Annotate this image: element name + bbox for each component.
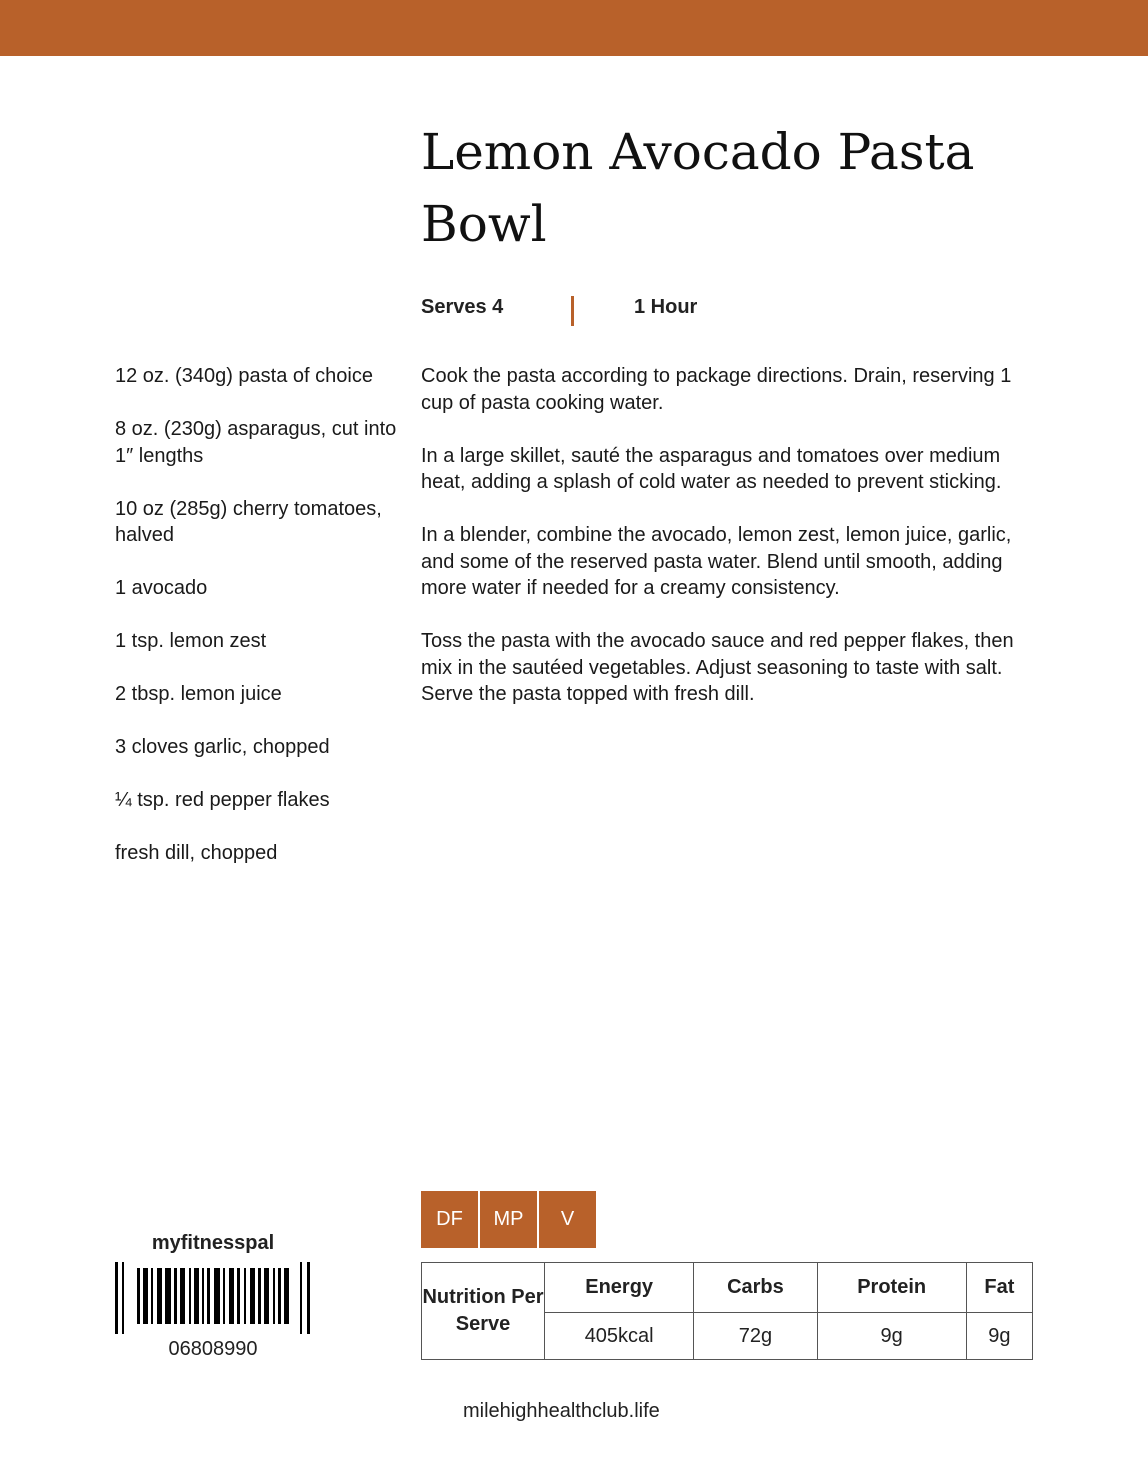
nutrition-header-fat: Fat	[966, 1263, 1032, 1313]
diet-tag-df: DF	[421, 1191, 478, 1248]
diet-tag-v: V	[539, 1191, 596, 1248]
nutrition-value-carbs: 72g	[694, 1313, 817, 1360]
nutrition-value-fat: 9g	[966, 1313, 1032, 1360]
diet-tag-mp: MP	[480, 1191, 537, 1248]
nutrition-table	[421, 1262, 1033, 1360]
ingredient-item: 8 oz. (230g) asparagus, cut into 1″ lengths	[115, 418, 397, 467]
ingredient-item: ¼ tsp. red pepper flakes	[115, 789, 330, 811]
nutrition-header-protein: Protein	[817, 1263, 966, 1313]
ingredient-item: 12 oz. (340g) pasta of choice	[115, 365, 373, 387]
instruction-step: Toss the pasta with the avocado sauce and red pepper flakes, then mix in the sautéed vegetables. Adjust seasoning to taste with salt. Serve the pasta topped with fresh dill.	[421, 630, 1014, 705]
recipe-title: Lemon Avocado Pasta Bowl	[421, 123, 975, 253]
ingredient-item: 10 oz (285g) cherry tomatoes, halved	[115, 497, 382, 546]
ingredients-list	[115, 363, 405, 893]
diet-tags	[421, 1191, 598, 1248]
brand-name: myfitnesspal	[151, 1232, 275, 1254]
time-label: 1 Hour	[634, 296, 698, 318]
nutrition-value-energy: 405kcal	[545, 1313, 694, 1360]
barcode-number: 06808990	[168, 1338, 258, 1360]
ingredient-item: 3 cloves garlic, chopped	[115, 736, 330, 758]
nutrition-value-protein: 9g	[817, 1313, 966, 1360]
ingredient-item: fresh dill, chopped	[115, 842, 278, 864]
nutrition-header-row	[422, 1263, 1033, 1313]
meta-divider	[571, 296, 574, 326]
instructions	[421, 363, 1033, 734]
instruction-step: In a large skillet, sauté the asparagus and tomatoes over medium heat, adding a splash of cold water as needed to prevent sticking.	[421, 444, 1002, 493]
nutrition-header-energy: Energy	[545, 1263, 694, 1313]
footer-website: milehighhealthclub.life	[463, 1400, 660, 1422]
serves-label: Serves 4	[421, 296, 504, 318]
barcode-icon	[113, 1262, 313, 1334]
instruction-step: Cook the pasta according to package directions. Drain, reserving 1 cup of pasta cooking water.	[421, 365, 1012, 414]
nutrition-header-carbs: Carbs	[694, 1263, 817, 1313]
ingredient-item: 1 tsp. lemon zest	[115, 630, 267, 652]
ingredient-item: 1 avocado	[115, 577, 208, 599]
ingredient-item: 2 tbsp. lemon juice	[115, 683, 282, 705]
nutrition-label: Nutrition Per Serve	[422, 1263, 545, 1360]
instruction-step: In a blender, combine the avocado, lemon zest, lemon juice, garlic, and some of the reserved pasta water. Blend until smooth, adding more water if needed for a creamy consistency.	[421, 524, 1012, 599]
top-accent-bar	[0, 0, 1148, 56]
